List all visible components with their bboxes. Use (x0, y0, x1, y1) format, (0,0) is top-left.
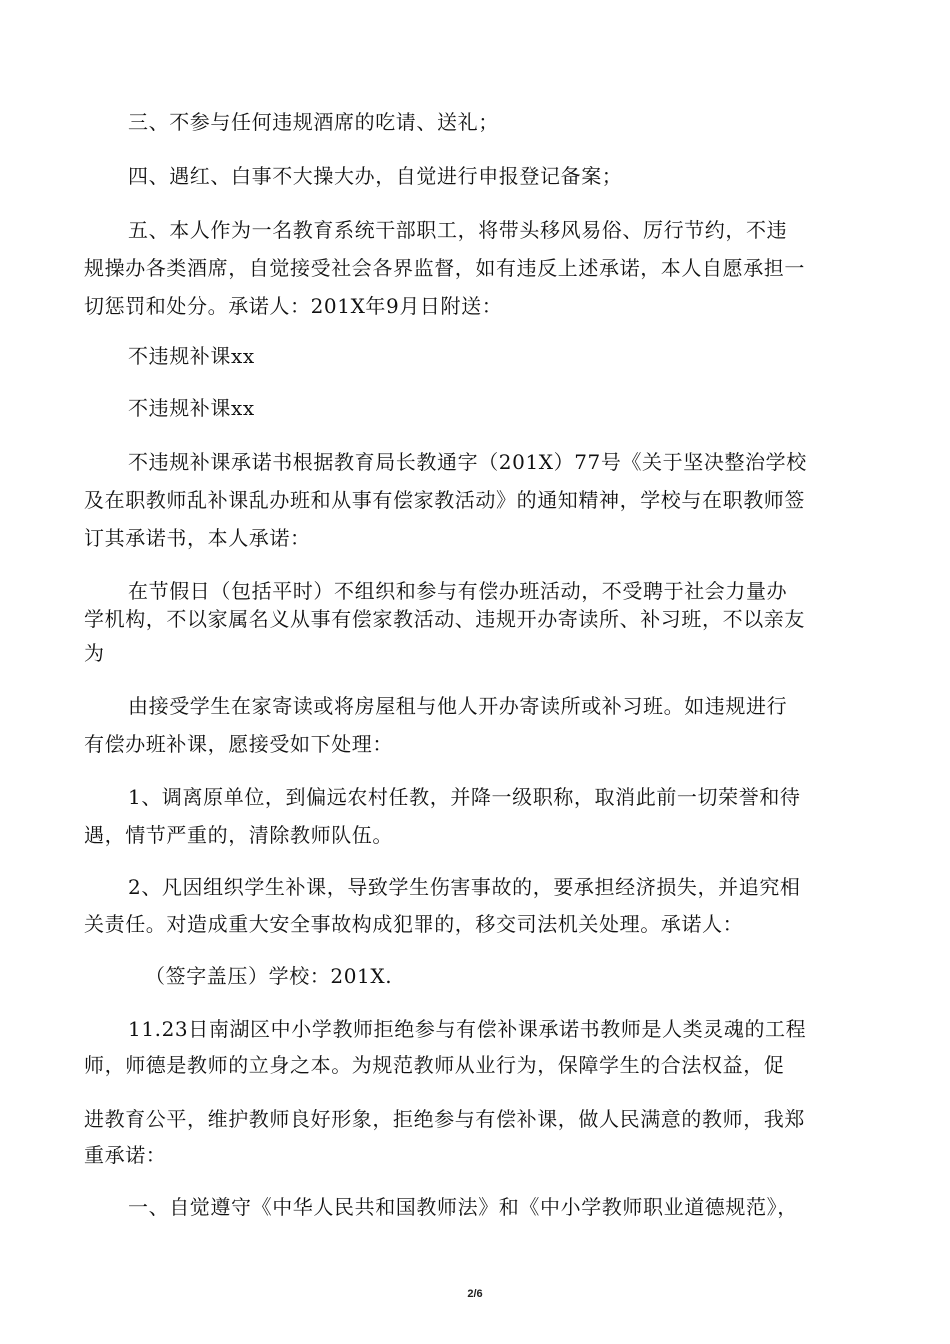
text-line: 学机构，不以家属名义从事有偿家教活动、违规开办寄读所、补习班，不以亲友 (84, 607, 805, 631)
text-line: 重承诺： (84, 1143, 167, 1167)
text-line: 2、凡因组织学生补课，导致学生伤害事故的，要承担经济损失，并追究相 (128, 875, 801, 899)
text-line: 规操办各类酒席，自觉接受社会各界监督，如有违反上述承诺，本人自愿承担一 (84, 256, 805, 280)
text-line: 四、遇红、白事不大操大办，自觉进行申报登记备案； (128, 164, 623, 188)
text-line: 及在职教师乱补课乱办班和从事有偿家教活动》的通知精神，学校与在职教师签 (84, 488, 805, 512)
text-line: 三、不参与任何违规酒席的吃请、送礼； (128, 110, 499, 134)
text-line: 由接受学生在家寄读或将房屋租与他人开办寄读所或补习班。如违规进行 (128, 694, 788, 718)
text-line: 进教育公平，维护教师良好形象，拒绝参与有偿补课，做人民满意的教师，我郑 (84, 1107, 805, 1131)
text-line: 为 (84, 641, 105, 665)
text-line: 五、本人作为一名教育系统干部职工，将带头移风易俗、厉行节约，不违 (128, 218, 788, 242)
text-line: 不违规补课xx (128, 396, 255, 420)
text-line: 1、调离原单位，到偏远农村任教，并降一级职称，取消此前一切荣誉和待 (128, 785, 801, 809)
text-line: 关责任。对造成重大安全事故构成犯罪的，移交司法机关处理。承诺人： (84, 912, 744, 936)
text-line: 不违规补课承诺书根据教育局长教通字（201X）77号《关于坚决整治学校 (128, 450, 807, 474)
text-line: 订其承诺书，本人承诺： (84, 526, 311, 550)
text-line: 不违规补课xx (128, 344, 255, 368)
text-line: （签字盖压）学校：201X. (145, 964, 393, 988)
text-line: 11.23日南湖区中小学教师拒绝参与有偿补课承诺书教师是人类灵魂的工程 (128, 1017, 807, 1041)
page-number: 2/6 (467, 1288, 483, 1300)
text-line: 遇，情节严重的，清除教师队伍。 (84, 823, 393, 847)
text-line: 切惩罚和处分。承诺人：201X年9月日附送： (84, 294, 503, 318)
text-line: 一、自觉遵守《中华人民共和国教师法》和《中小学教师职业道德规范》， (128, 1195, 798, 1219)
text-line: 在节假日（包括平时）不组织和参与有偿办班活动，不受聘于社会力量办 (128, 579, 788, 603)
text-line: 有偿办班补课，愿接受如下处理： (84, 732, 393, 756)
text-line: 师，师德是教师的立身之本。为规范教师从业行为，保障学生的合法权益，促 (84, 1053, 785, 1077)
